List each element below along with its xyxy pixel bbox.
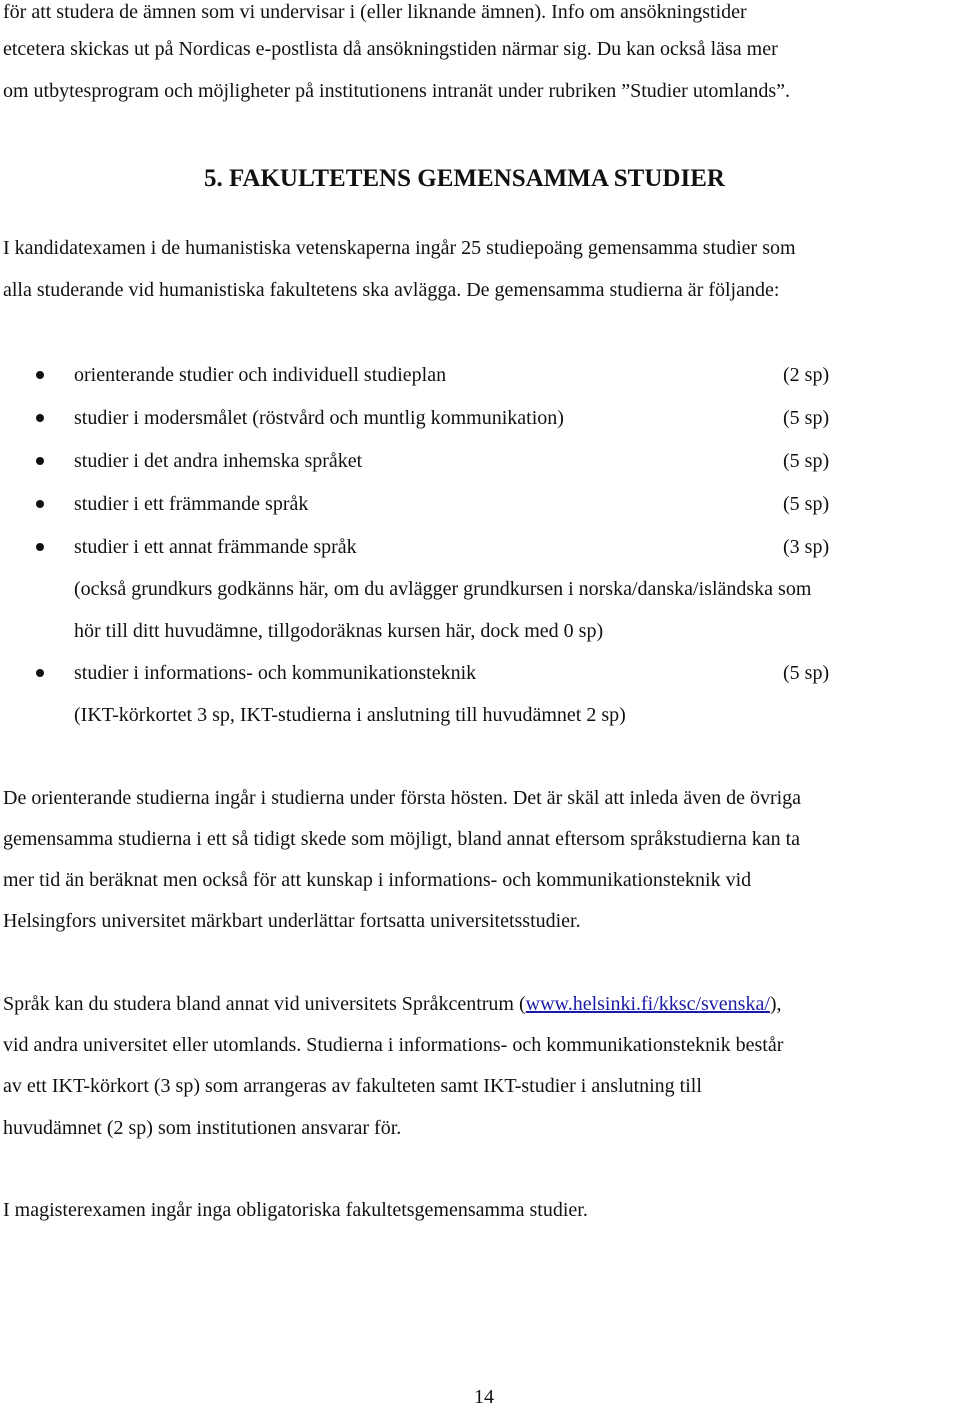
list-item-text: studier i det andra inhemska språket (74, 450, 363, 472)
list-item-credits: (5 sp) (783, 493, 830, 515)
intro-line-1: för att studera de ämnen som vi undervisar i (eller liknande ämnen). Info om ansökningstider (3, 1, 747, 23)
bullet-icon (36, 543, 44, 551)
paragraph-2-line-3: mer tid än beräknat men också för att kunskap i informations- och kommunikationsteknik vid (3, 869, 752, 891)
list-item-text: studier i ett annat främmande språk (74, 536, 357, 558)
list-item-text: studier i ett främmande språk (74, 493, 309, 515)
page-number: 14 (474, 1386, 494, 1408)
list-item-text: studier i modersmålet (röstvård och muntlig kommunikation) (74, 407, 564, 429)
section-heading: 5. FAKULTETENS GEMENSAMMA STUDIER (204, 165, 725, 192)
bullet-icon (36, 414, 44, 422)
list-item-text: studier i informations- och kommunikationsteknik (74, 662, 477, 684)
intro-line-2: etcetera skickas ut på Nordicas e-postlista då ansökningstiden närmar sig. Du kan också läsa mer (3, 38, 778, 60)
list-note-line-2: hör till ditt huvudämne, tillgodoräknas kursen här, dock med 0 sp) (74, 620, 604, 642)
sprakcentrum-link[interactable]: www.helsinki.fi/kksc/svenska/ (525, 993, 770, 1015)
bullet-icon (36, 371, 44, 379)
bullet-icon (36, 500, 44, 508)
bullet-icon (36, 669, 44, 677)
paragraph-3-text-before-link: Språk kan du studera bland annat vid universitets Språkcentrum ( (3, 993, 526, 1015)
list-note-line-1: (också grundkurs godkänns här, om du avlägger grundkursen i norska/danska/isländska som (74, 578, 812, 600)
list-item-credits: (5 sp) (783, 407, 830, 429)
paragraph-2-line-4: Helsingfors universitet märkbart underlättar fortsatta universitetsstudier. (3, 910, 581, 932)
paragraph-4-line-1: I magisterexamen ingår inga obligatoriska fakultetsgemensamma studier. (3, 1199, 588, 1221)
list-item-credits: (5 sp) (783, 662, 830, 684)
list-note-ikt: (IKT-körkortet 3 sp, IKT-studierna i anslutning till huvudämnet 2 sp) (74, 704, 626, 726)
paragraph-3-text-after-link: ), (769, 993, 782, 1015)
intro-line-3: om utbytesprogram och möjligheter på institutionens intranät under rubriken ”Studier utomlands”. (3, 80, 791, 102)
paragraph-3-line-3: av ett IKT-körkort (3 sp) som arrangeras av fakulteten samt IKT-studier i anslutning till (3, 1075, 702, 1097)
paragraph-3-line-4: huvudämnet (2 sp) som institutionen ansvarar för. (3, 1117, 402, 1139)
paragraph-1-line-2: alla studerande vid humanistiska fakultetens ska avlägga. De gemensamma studierna är följande: (3, 279, 780, 301)
list-item-credits: (3 sp) (783, 536, 830, 558)
paragraph-2-line-1: De orienterande studierna ingår i studierna under första hösten. Det är skäl att inleda även de övriga (3, 787, 802, 809)
list-item-credits: (2 sp) (783, 364, 830, 386)
paragraph-3-line-1 (3, 992, 782, 1016)
paragraph-3-line-2: vid andra universitet eller utomlands. Studierna i informations- och kommunikationsteknik består (3, 1034, 784, 1056)
list-item-text: orienterande studier och individuell studieplan (74, 364, 447, 386)
bullet-icon (36, 457, 44, 465)
paragraph-1-line-1: I kandidatexamen i de humanistiska vetenskaperna ingår 25 studiepoäng gemensamma studier som (3, 237, 796, 259)
paragraph-2-line-2: gemensamma studierna i ett så tidigt skede som möjligt, bland annat eftersom språkstudierna kan ta (3, 828, 801, 850)
list-item-credits: (5 sp) (783, 450, 830, 472)
